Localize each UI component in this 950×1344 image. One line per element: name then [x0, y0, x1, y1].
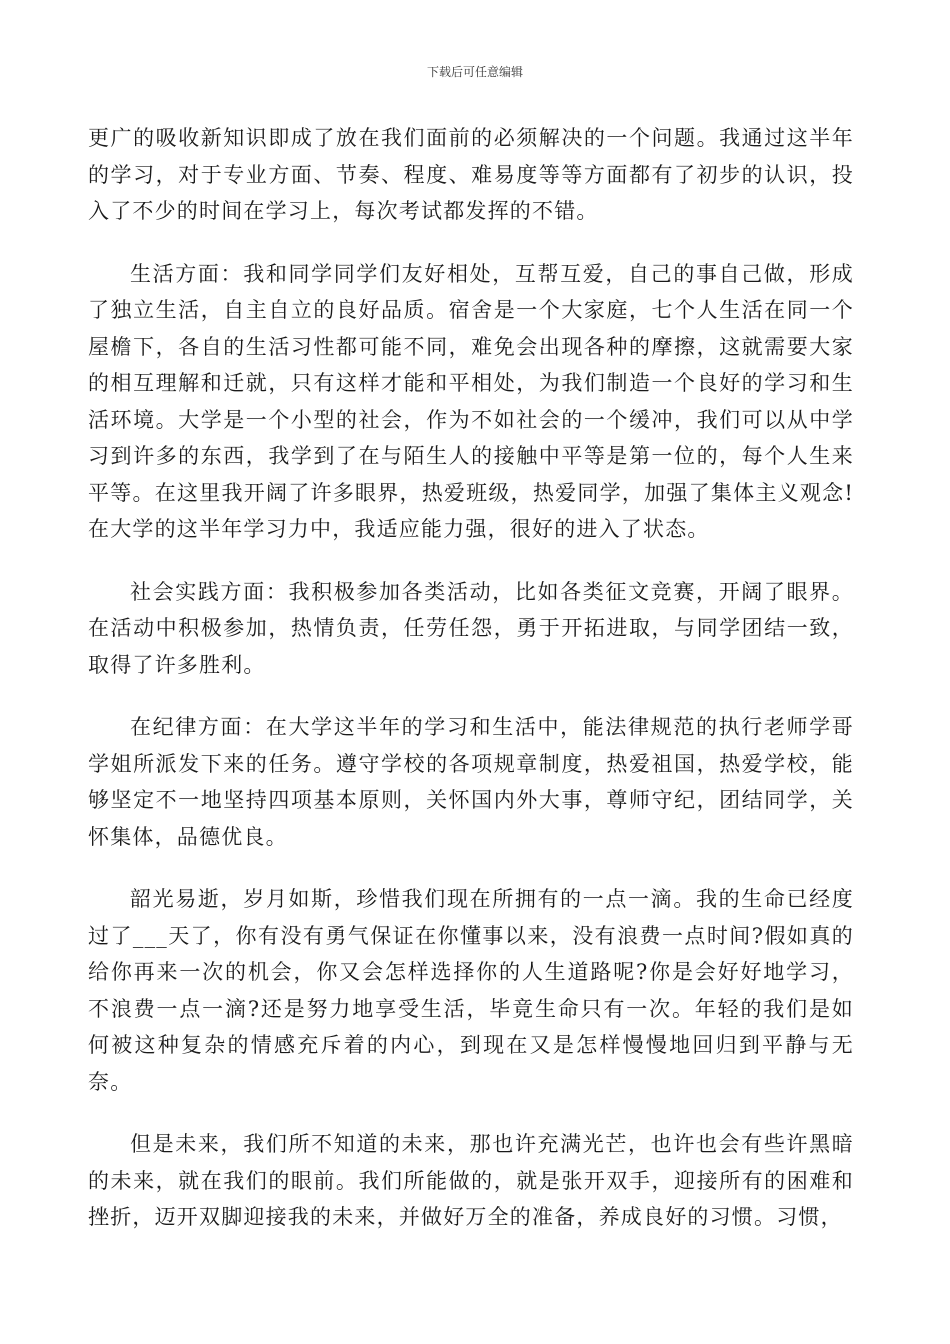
paragraph-time-reflection: 韶光易逝，岁月如斯，珍惜我们现在所拥有的一点一滴。我的生命已经度过了___天了，你有没有勇气保证在你懂事以来，没有浪费一点时间?假如真的给你再来一次的机会，你又会怎样选择你的人生道路呢?你是会好好地学习，不浪费一点一滴?还是努力地享受生活，毕竟生命只有一次。年轻的我们是如何被这种复杂的情感充斥着的内心，到现在又是怎样慢慢地回归到平静与无奈。 [88, 887, 854, 1094]
paragraph-discipline: 在纪律方面：在大学这半年的学习和生活中，能法律规范的执行老师学哥学姐所派发下来的任务。遵守学校的各项规章制度，热爱祖国，热爱学校，能够坚定不一地坚持四项基本原则，关怀国内外大事，尊师守纪，团结同学，关怀集体，品德优良。 [88, 715, 854, 849]
paragraph-study-continuation: 更广的吸收新知识即成了放在我们面前的必须解决的一个问题。我通过这半年的学习，对于专业方面、节奏、程度、难易度等等方面都有了初步的认识，投入了不少的时间在学习上，每次考试都发挥的不错。 [88, 126, 854, 223]
document-body [88, 120, 854, 1262]
page-header-note: 下载后可任意编辑 [426, 65, 523, 79]
paragraph-life: 生活方面：我和同学同学们友好相处，互帮互爱，自己的事自己做，形成了独立生活，自主自立的良好品质。宿舍是一个大家庭，七个人生活在同一个屋檐下，各自的生活习性都可能不同，难免会出现各种的摩擦，这就需要大家的相互理解和迁就，只有这样才能和平相处，为我们制造一个良好的学习和生活环境。大学是一个小型的社会，作为不如社会的一个缓冲，我们可以从中学习到许多的东西，我学到了在与陌生人的接触中平等是第一位的，每个人生来平等。在这里我开阔了许多眼界，热爱班级，热爱同学，加强了集体主义观念!在大学的这半年学习力中，我适应能力强，很好的进入了状态。 [88, 261, 854, 541]
paragraph-future: 但是未来，我们所不知道的未来，那也许充满光芒，也许也会有些许黑暗的未来，就在我们的眼前。我们所能做的，就是张开双手，迎接所有的困难和挫折，迈开双脚迎接我的未来，并做好万全的准备，养成良好的习惯。习惯， [88, 1132, 854, 1229]
paragraph-social-practice: 社会实践方面：我积极参加各类活动，比如各类征文竞赛，开阔了眼界。在活动中积极参加，热情负责，任劳任怨，勇于开拓进取，与同学团结一致，取得了许多胜利。 [88, 579, 854, 677]
